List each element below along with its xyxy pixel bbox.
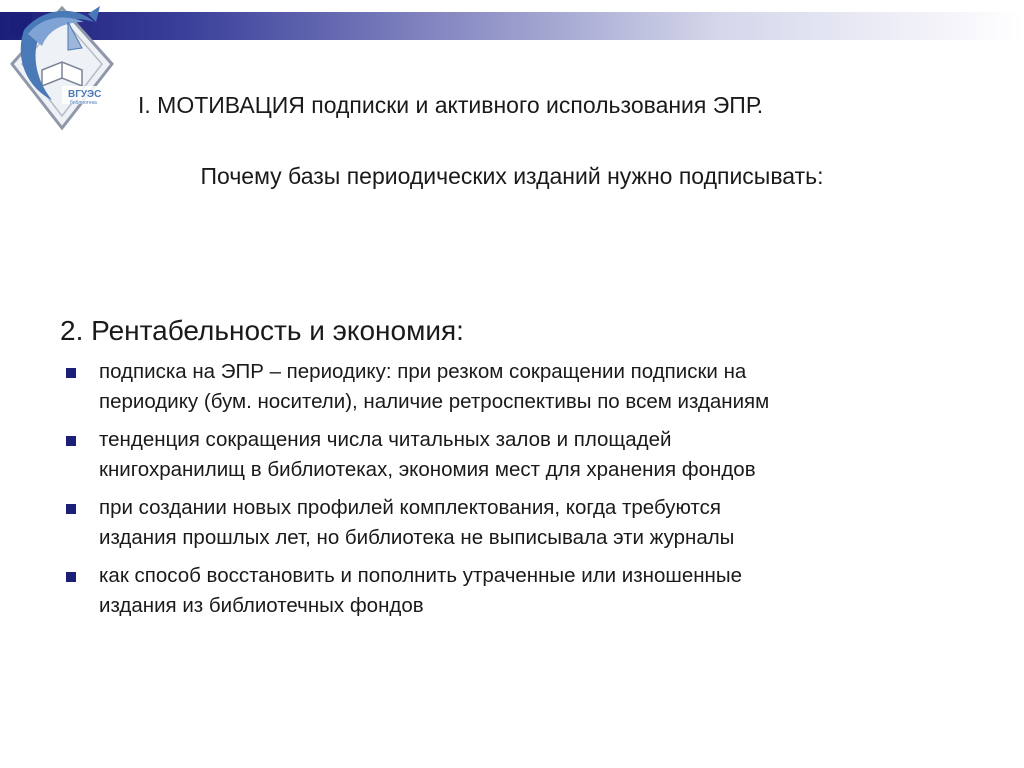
list-item <box>60 357 990 417</box>
list-item <box>60 561 990 621</box>
bullet-line: тенденция сокращения числа читальных залов и площадей <box>99 428 672 451</box>
logo-text: ВГУЭС <box>68 89 102 100</box>
logo-subtext: библиотека <box>70 100 97 106</box>
bullet-list <box>60 357 990 629</box>
bullet-line: при создании новых профилей комплектования, когда требуются <box>99 496 721 519</box>
bullet-line: издания прошлых лет, но библиотека не выписывала эти журналы <box>99 526 735 549</box>
list-item <box>60 493 990 553</box>
slide-subtitle: Почему базы периодических изданий нужно подписывать: <box>200 163 824 189</box>
section-heading: 2. Рентабельность и экономия: <box>60 315 464 346</box>
square-bullet-icon <box>66 572 76 582</box>
bullet-line: подписка на ЭПР – периодику: при резком сокращении подписки на <box>99 360 747 383</box>
library-logo <box>4 0 116 138</box>
bullet-line: периодику (бум. носители), наличие ретроспективы по всем изданиям <box>99 390 770 413</box>
header-gradient-bar <box>0 12 1024 40</box>
list-item <box>60 425 990 485</box>
slide-header: I. МОТИВАЦИЯ подписки и активного использования ЭПР. <box>138 92 764 118</box>
bullet-line: книгохранилищ в библиотеках, экономия мест для хранения фондов <box>99 458 756 481</box>
bullet-line: издания из библиотечных фондов <box>99 594 424 617</box>
square-bullet-icon <box>66 504 76 514</box>
square-bullet-icon <box>66 436 76 446</box>
square-bullet-icon <box>66 368 76 378</box>
bullet-line: как способ восстановить и пополнить утраченные или изношенные <box>99 564 743 587</box>
